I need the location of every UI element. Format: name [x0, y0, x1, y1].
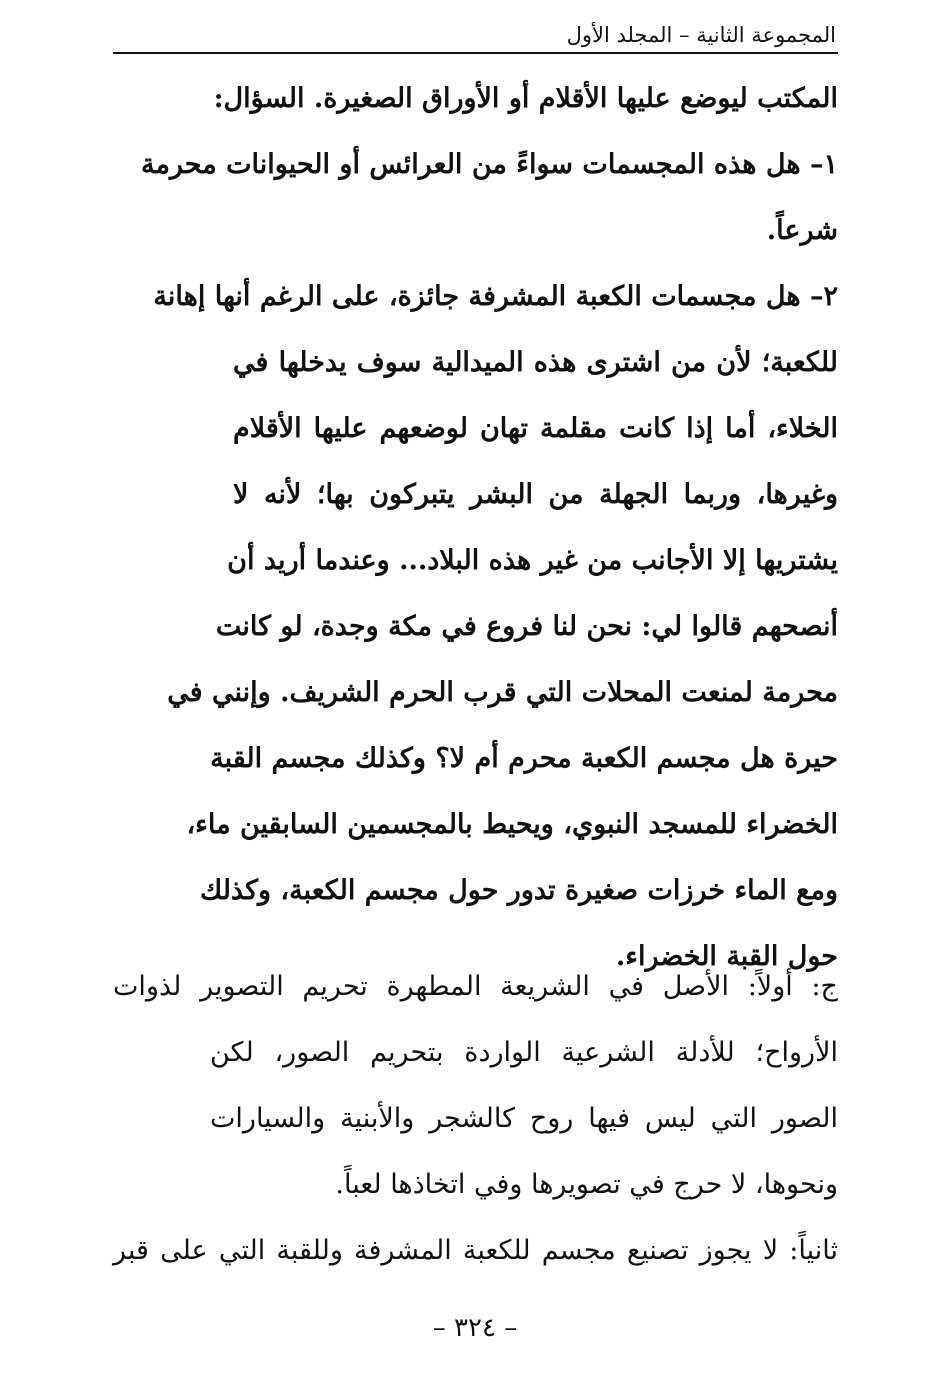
question-item-2-line-9: الخضراء للمسجد النبوي، ويحيط بالمجسمين السابقين ماء،	[186, 809, 838, 840]
question-intro-line: المكتب ليوضع عليها الأقلام أو الأوراق الصغيرة. السؤال:	[213, 83, 838, 114]
question-item-2-line-11: حول القبة الخضراء.	[615, 941, 838, 972]
question-item-2-line-1: ٢– هل مجسمات الكعبة المشرفة جائزة، على الرغم أنها إهانة	[153, 281, 838, 312]
header-rule	[113, 52, 838, 54]
answer-point-1-line-4: ونحوها، لا حرج في تصويرها وفي اتخاذها لعباً.	[335, 1169, 838, 1200]
question-item-2-line-8: حيرة هل مجسم الكعبة محرم أم لا؟ وكذلك مجسم القبة	[210, 743, 838, 774]
running-header	[113, 20, 838, 52]
question-item-2-line-4: وغيرها، وربما الجهلة من البشر يتبركون بها؛ لأنه لا	[233, 479, 838, 510]
answer-point-1-line-2: الأرواح؛ للأدلة الشرعية الواردة بتحريم الصور، لكن	[210, 1037, 838, 1068]
header-title: المجموعة الثانية – المجلد الأول	[566, 23, 836, 47]
answer-point-2-line-1: ثانياً: لا يجوز تصنيع مجسم للكعبة المشرفة وللقبة التي على قبر	[113, 1235, 838, 1266]
answer-point-1-line-3: الصور التي ليس فيها روح كالشجر والأبنية والسيارات	[210, 1103, 838, 1134]
question-item-2-line-7: محرمة لمنعت المحلات التي قرب الحرم الشريف. وإنني في	[167, 677, 838, 708]
question-item-2-line-5: يشتريها إلا الأجانب من غير هذه البلاد... وعندما أريد أن	[227, 545, 838, 576]
question-item-1-line-1: ١– هل هذه المجسمات سواءً من العرائس أو الحيوانات محرمة	[140, 149, 838, 180]
question-item-2-line-2: للكعبة؛ لأن من اشترى هذه الميدالية سوف يدخلها في	[233, 347, 838, 378]
question-item-1-line-2: شرعاً.	[766, 215, 838, 246]
page-number: – ٣٢٤ –	[432, 1313, 518, 1343]
question-item-2-line-3: الخلاء، أما إذا كانت مقلمة تهان لوضعهم عليها الأقلام	[233, 413, 838, 444]
question-item-2-line-6: أنصحهم قالوا لي: نحن لنا فروع في مكة وجدة، لو كانت	[215, 611, 838, 642]
answer-point-1-line-1: ج: أولاً: الأصل في الشريعة المطهرة تحريم التصوير لذوات	[113, 971, 838, 1002]
question-item-2-line-10: ومع الماء خرزات صغيرة تدور حول مجسم الكعبة، وكذلك	[199, 875, 838, 906]
